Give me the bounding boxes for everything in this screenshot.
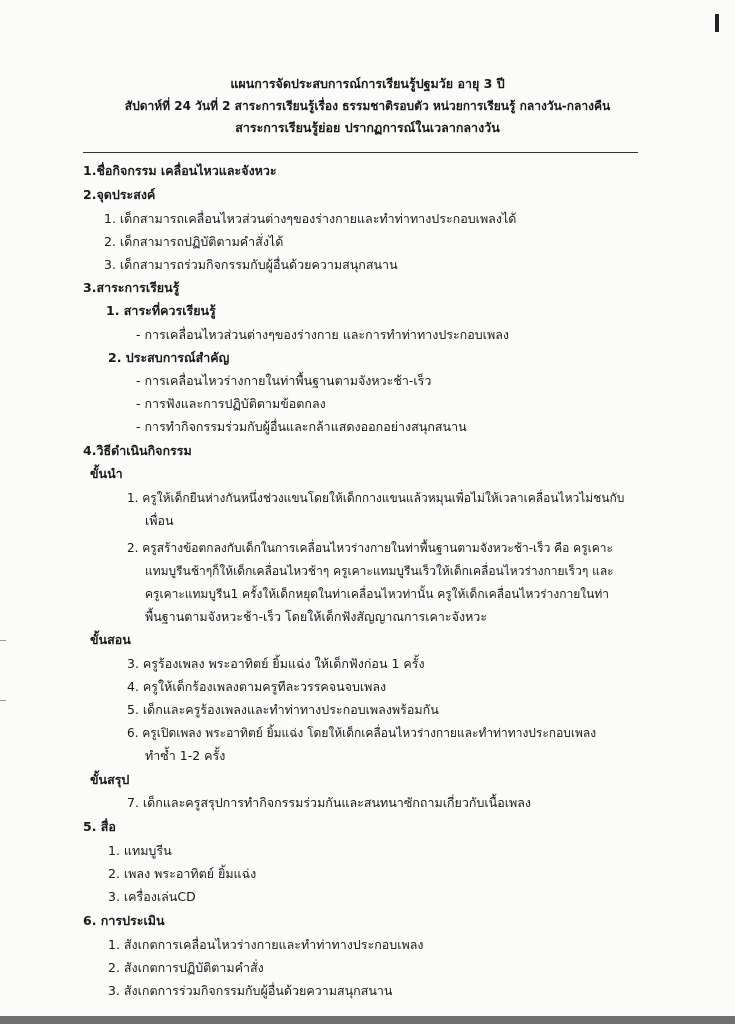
content-subheading: 2. ประสบการณ์สำคัญ bbox=[108, 350, 230, 365]
procedure-line: พื้นฐานตามจังหวะช้า-เร็ว โดยให้เด็กฟังสัญญาณการเคาะจังหวะ bbox=[145, 609, 488, 624]
objective-item: 1. เด็กสามารถเคลื่อนไหวส่วนต่างๆของร่างกายและทำท่าทางประกอบเพลงได้ bbox=[104, 211, 517, 226]
objectives-heading: 2.จุดประสงค์ bbox=[83, 187, 156, 202]
procedure-line: แทมบูรีนช้าๆก็ให้เด็กเคลื่อนไหวช้าๆ ครูเคาะแทมบูรีนเร็วให้เด็กเคลื่อนไหวร่างกายเร็วๆ และ bbox=[145, 564, 614, 578]
content-item: - การทำกิจกรรมร่วมกับผู้อื่นและกล้าแสดงออกอย่างสนุกสนาน bbox=[136, 419, 467, 434]
content-item: - การเคลื่อนไหวร่างกายในท่าพื้นฐานตามจังหวะช้า-เร็ว bbox=[136, 373, 432, 388]
procedure-line: เพื่อน bbox=[145, 513, 174, 528]
document-title: แผนการจัดประสบการณ์การเรียนรู้ปฐมวัย อายุ 3 ปี bbox=[230, 76, 505, 91]
header-divider bbox=[83, 152, 638, 153]
procedure-line: 4. ครูให้เด็กร้องเพลงตามครูทีละวรรคจนจบเพลง bbox=[127, 679, 387, 694]
media-item: 3. เครื่องเล่นCD bbox=[108, 889, 196, 904]
content-subheading: 1. สาระที่ควรเรียนรู้ bbox=[106, 303, 216, 318]
media-item: 2. เพลง พระอาทิตย์ ยิ้มแฉ่ง bbox=[108, 866, 257, 881]
content-heading: 3.สาระการเรียนรู้ bbox=[83, 280, 180, 295]
evaluation-heading: 6. การประเมิน bbox=[83, 913, 165, 928]
procedure-line: ครูเคาะแทมบูรีน1 ครั้งให้เด็กหยุดในท่าเคลื่อนไหวท่านั้น ครูให้เด็กเคลื่อนไหวร่างกายในท่า bbox=[145, 587, 609, 601]
evaluation-item: 1. สังเกตการเคลื่อนไหวร่างกายและทำท่าทางประกอบเพลง bbox=[108, 937, 424, 952]
media-item: 1. แทมบูรีน bbox=[108, 843, 172, 858]
sub-content-line: สาระการเรียนรู้ย่อย ปรากฏการณ์ในเวลากลางวัน bbox=[235, 120, 500, 135]
teach-heading: ขั้นสอน bbox=[90, 632, 131, 647]
scan-border bbox=[0, 1016, 735, 1024]
content-item: - การเคลื่อนไหวส่วนต่างๆของร่างกาย และการทำท่าทางประกอบเพลง bbox=[136, 327, 509, 342]
objective-item: 2. เด็กสามารถปฏิบัติตามคำสั่งได้ bbox=[104, 234, 284, 249]
procedure-line: 6. ครูเปิดเพลง พระอาทิตย์ ยิ้มแฉ่ง โดยให้เด็กเคลื่อนไหวร่างกายและทำท่าทางประกอบเพลง bbox=[127, 726, 597, 740]
procedure-heading: 4.วิธีดำเนินกิจกรรม bbox=[83, 443, 192, 458]
content-item: - การฟังและการปฏิบัติตามข้อตกลง bbox=[136, 396, 326, 411]
procedure-line: 2. ครูสร้างข้อตกลงกับเด็กในการเคลื่อนไหวร่างกายในท่าพื้นฐานตามจังหวะช้า-เร็ว คือ ครูเคาะ bbox=[127, 541, 613, 555]
scan-mark bbox=[715, 14, 719, 32]
intro-heading: ขั้นนำ bbox=[90, 466, 123, 481]
procedure-line: 1. ครูให้เด็กยืนห่างกันหนึ่งช่วงแขนโดยให้เด็กกางแขนแล้วหมุนเพื่อไม่ให้เวลาเคลื่อนไหวไม่ชนกับ bbox=[127, 491, 625, 505]
activity-name: 1.ชื่อกิจกรรม เคลื่อนไหวและจังหวะ bbox=[83, 163, 277, 178]
scan-mark bbox=[0, 640, 6, 641]
scan-mark bbox=[0, 700, 6, 701]
week-day-unit-line: สัปดาห์ที่ 24 วันที่ 2 สาระการเรียนรู้เรื่อง ธรรมชาติรอบตัว หน่วยการเรียนรู้ กลางวัน-กลางคืน bbox=[124, 99, 611, 113]
procedure-line: 7. เด็กและครูสรุปการทำกิจกรรมร่วมกันและสนทนาซักถามเกี่ยวกับเนื้อเพลง bbox=[127, 795, 531, 810]
evaluation-item: 2. สังเกตการปฏิบัติตามคำสั่ง bbox=[108, 960, 264, 975]
media-heading: 5. สื่อ bbox=[83, 819, 116, 834]
procedure-line: 3. ครูร้องเพลง พระอาทิตย์ ยิ้มแฉ่ง ให้เด็กฟังก่อน 1 ครั้ง bbox=[127, 656, 425, 671]
evaluation-item: 3. สังเกตการร่วมกิจกรรมกับผู้อื่นด้วยความสนุกสนาน bbox=[108, 983, 393, 998]
summary-heading: ขั้นสรุป bbox=[90, 772, 130, 787]
procedure-line: 5. เด็กและครูร้องเพลงและทำท่าทางประกอบเพลงพร้อมกัน bbox=[127, 702, 439, 717]
procedure-line: ทำซ้ำ 1-2 ครั้ง bbox=[145, 748, 226, 763]
objective-item: 3. เด็กสามารถร่วมกิจกรรมกับผู้อื่นด้วยความสนุกสนาน bbox=[104, 257, 398, 272]
